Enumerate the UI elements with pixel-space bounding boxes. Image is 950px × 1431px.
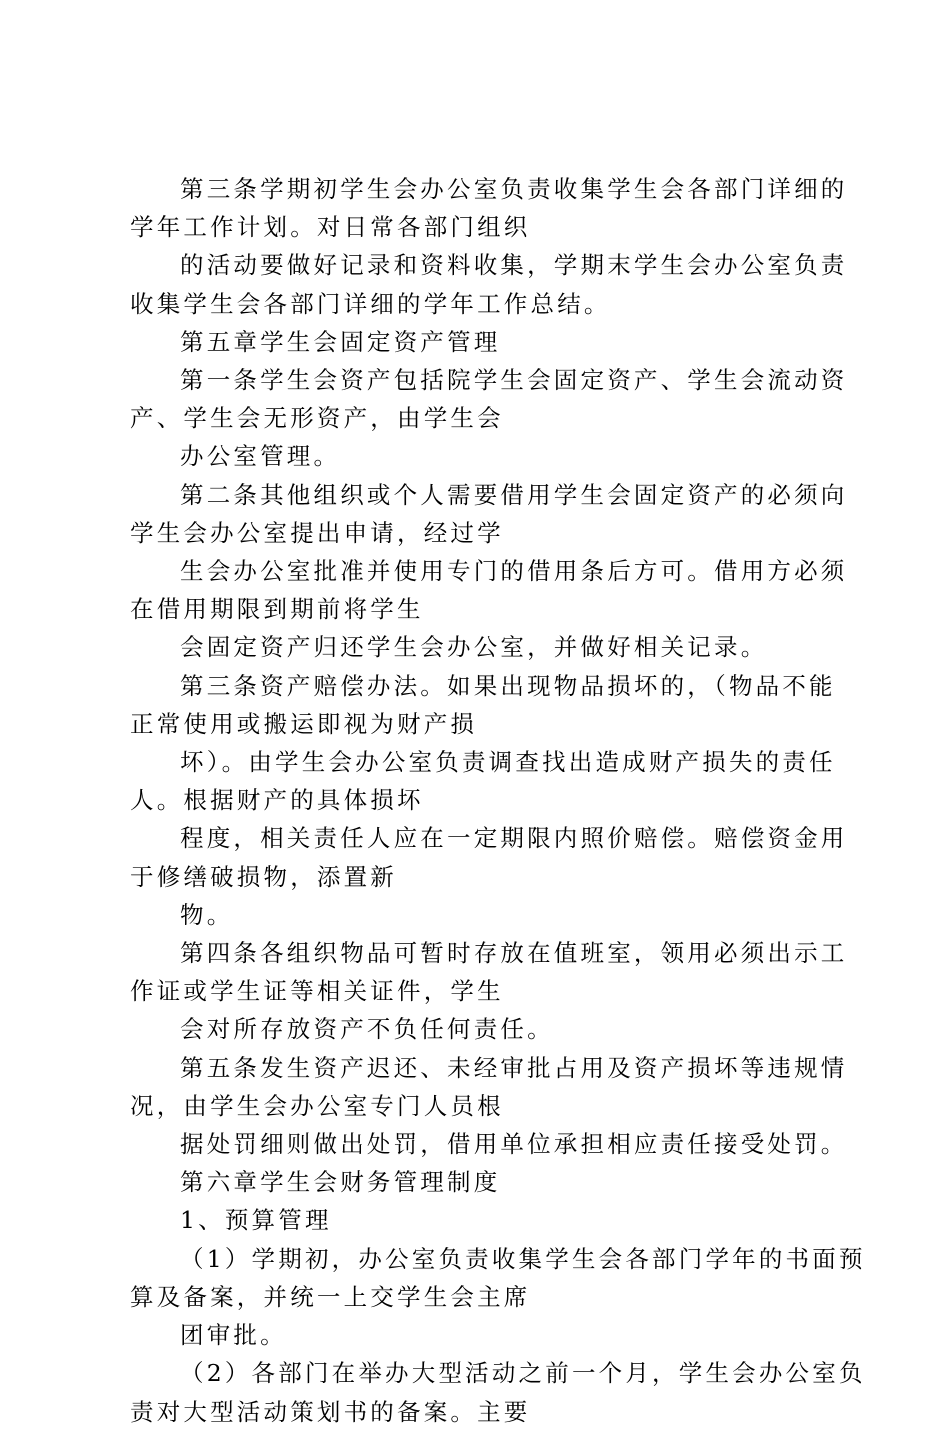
text-line: 学年工作计划。对日常各部门组织: [130, 213, 531, 242]
text-line: 办公室管理。: [180, 442, 341, 471]
text-line: 第六章学生会财务管理制度: [180, 1168, 501, 1197]
document-body: [130, 170, 866, 1431]
text-line: 会对所存放资产不负任何责任。: [180, 1015, 554, 1044]
text-line: 产、学生会无形资产，由学生会: [130, 404, 504, 433]
text-line: 责对大型活动策划书的备案。主要: [130, 1397, 531, 1426]
text-line: 坏）。由学生会办公室负责调查找出造成财产损失的责任: [180, 748, 836, 777]
text-line: 生会办公室批准并使用专门的借用条后方可。借用方必须: [180, 557, 848, 586]
text-line: 人。根据财产的具体损坏: [130, 786, 424, 815]
text-line: 算及备案，并统一上交学生会主席: [130, 1282, 531, 1311]
text-line: 的活动要做好记录和资料收集，学期末学生会办公室负责: [180, 251, 848, 280]
text-line: 第四条各组织物品可暂时存放在值班室，领用必须出示工: [180, 939, 848, 968]
text-line: 物。: [180, 900, 234, 929]
text-line: （2）各部门在举办大型活动之前一个月，学生会办公室负: [180, 1359, 866, 1388]
text-line: 在借用期限到期前将学生: [130, 595, 424, 624]
text-line: 第三条学期初学生会办公室负责收集学生会各部门详细的: [180, 175, 848, 203]
text-line: 于修缮破损物，添置新: [130, 862, 397, 891]
text-line: 第一条学生会资产包括院学生会固定资产、学生会流动资: [180, 366, 848, 395]
text-line: 况，由学生会办公室专门人员根: [130, 1091, 504, 1120]
text-line: （1）学期初，办公室负责收集学生会各部门学年的书面预: [180, 1244, 866, 1273]
text-line: 第五条发生资产迟还、未经审批占用及资产损坏等违规情: [180, 1053, 848, 1082]
text-line: 第三条资产赔偿办法。如果出现物品损坏的，（物品不能: [180, 671, 836, 700]
text-line: 学生会办公室提出申请，经过学: [130, 518, 504, 547]
text-line: 作证或学生证等相关证件，学生: [130, 977, 504, 1006]
text-line: 第五章学生会固定资产管理: [180, 327, 501, 356]
text-line: 据处罚细则做出处罚，借用单位承担相应责任接受处罚。: [180, 1130, 848, 1159]
text-line: 正常使用或搬运即视为财产损: [130, 709, 478, 738]
text-line: 1、预算管理: [180, 1206, 332, 1235]
text-line: 会固定资产归还学生会办公室，并做好相关记录。: [180, 633, 768, 662]
text-line: 第二条其他组织或个人需要借用学生会固定资产的必须向: [180, 480, 848, 509]
text-line: 程度，相关责任人应在一定期限内照价赔偿。赔偿资金用: [180, 824, 848, 853]
text-line: 团审批。: [180, 1321, 287, 1350]
text-line: 收集学生会各部门详细的学年工作总结。: [130, 289, 611, 318]
